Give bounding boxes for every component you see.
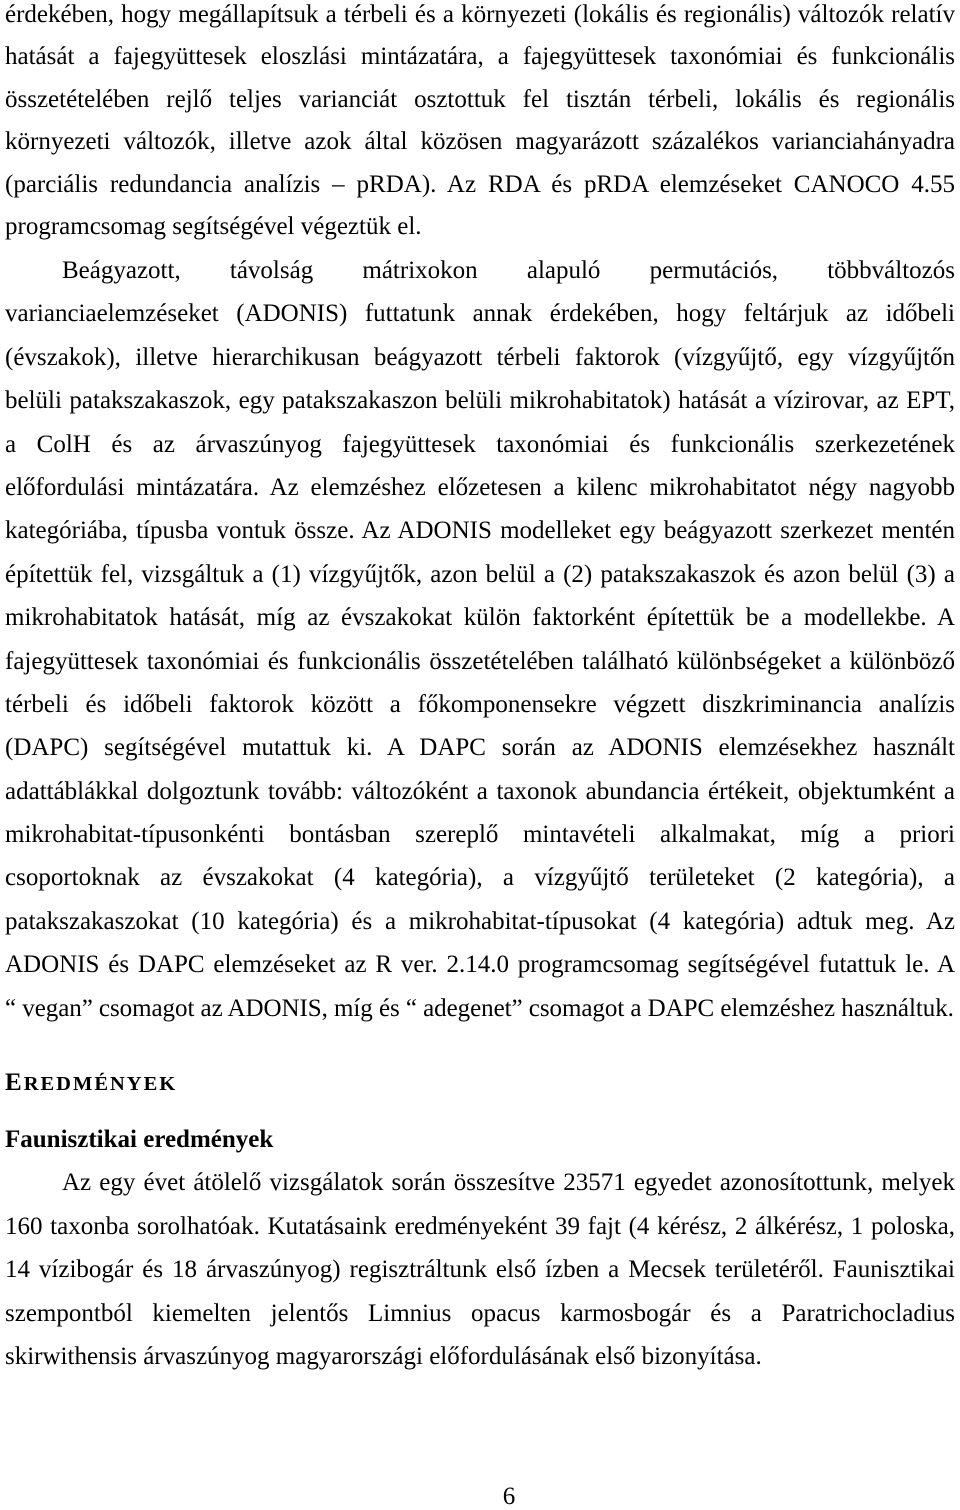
text-line: belüli patakszakaszok, egy patakszakaszon belüli mikrohabitatok) hatását a vízirovar, az EPT, (5, 387, 955, 415)
text-line: 14 vízibogár és 18 árvaszúnyog) regisztráltunk első ízben a Mecsek területéről. Faunisztikai (5, 1256, 955, 1283)
section-subheading: Faunisztikai eredmények (5, 1126, 274, 1153)
text-line: összetételében rejlő teljes varianciát osztottuk fel tisztán térbeli, lokális és regionális (5, 85, 955, 113)
page-number: 6 (502, 1483, 516, 1510)
text-line: ADONIS és DAPC elemzéseket az R ver. 2.14.0 programcsomag segítségével futattuk le. A (5, 951, 955, 979)
text-line: adattáblákkal dolgoztunk tovább: változóként a taxonok abundancia értékeit, objektumként a (5, 777, 955, 805)
text-line: skirwithensis árvaszúnyog magyarországi előfordulásának első bizonyítása. (5, 1343, 762, 1370)
text-line: térbeli és időbeli faktorok között a főkomponensekre végzett diszkriminancia analízis (5, 690, 955, 718)
text-line: “ vegan” csomagot az ADONIS, míg és “ adegenet” csomagot a DAPC elemzéshez használtuk. (5, 994, 954, 1022)
text-line: építettük fel, vizsgáltuk a (1) vízgyűjtők, azon belül a (2) patakszakaszok és azon belül (3) a (5, 560, 955, 588)
text-line: környezeti változók, illetve azok által közösen magyarázott százalékos varianciahányadra (5, 128, 955, 156)
text-line: érdekében, hogy megállapítsuk a térbeli és a környezeti (lokális és regionális) változók relatív (5, 1, 955, 28)
text-line: fajegyüttesek taxonómiai és funkcionális összetételében található különbségeket a különböző (5, 647, 955, 675)
text-line: programcsomag segítségével végeztük el. (5, 212, 422, 240)
text-line: (évszakok), illetve hierarchikusan beágyazott térbeli faktorok (vízgyűjtő, egy vízgyűjtőn (5, 343, 955, 371)
text-line: hatását a fajegyüttesek eloszlási mintázatára, a fajegyüttesek taxonómiai és funkcionális (5, 43, 955, 71)
section-heading: EREDMÉNYEK (5, 1069, 178, 1096)
text-line: Az egy évet átölelő vizsgálatok során összesítve 23571 egyedet azonosítottunk, melyek (62, 1169, 955, 1196)
text-line: patakszakaszokat (10 kategória) és a mikrohabitat-típusokat (4 kategória) adtuk meg. Az (5, 907, 955, 935)
text-line: mikrohabitat-típusonkénti bontásban szereplő mintavételi alkalmakat, míg a priori (5, 821, 955, 849)
paragraph-3 (5, 1168, 955, 1386)
text-line: (DAPC) segítségével mutattuk ki. A DAPC során az ADONIS elemzésekhez használt (5, 734, 955, 762)
text-line: 160 taxonba sorolhatóak. Kutatásaink eredményeként 39 fajt (4 kérész, 2 álkérész, 1 poloska, (5, 1212, 955, 1240)
text-line: varianciaelemzéseket (ADONIS) futtatunk annak érdekében, hogy feltárjuk az időbeli (5, 300, 955, 328)
text-line: Beágyazott, távolság mátrixokon alapuló permutációs, többváltozós (62, 257, 955, 284)
text-line: előfordulási mintázatára. Az elemzéshez előzetesen a kilenc mikrohabitatot négy nagyobb (5, 473, 955, 501)
paragraph-1 (5, 0, 955, 254)
text-line: szempontból kiemelten jelentős Limnius opacus karmosbogár és a Paratrichocladius (5, 1299, 955, 1327)
text-line: a ColH és az árvaszúnyog fajegyüttesek taxonómiai és funkcionális szerkezetének (5, 430, 955, 458)
text-line: (parciális redundancia analízis – pRDA). Az RDA és pRDA elemzéseket CANOCO 4.55 (5, 170, 955, 198)
paragraph-2 (5, 256, 955, 1037)
text-line: csoportoknak az évszakokat (4 kategória), a vízgyűjtő területeket (2 kategória), a (5, 864, 955, 892)
text-line: mikrohabitatok hatását, míg az évszakokat külön faktorként építettük be a modellekbe. A (5, 604, 955, 632)
text-line: kategóriába, típusba vontuk össze. Az ADONIS modelleket egy beágyazott szerkezet mentén (5, 517, 955, 545)
